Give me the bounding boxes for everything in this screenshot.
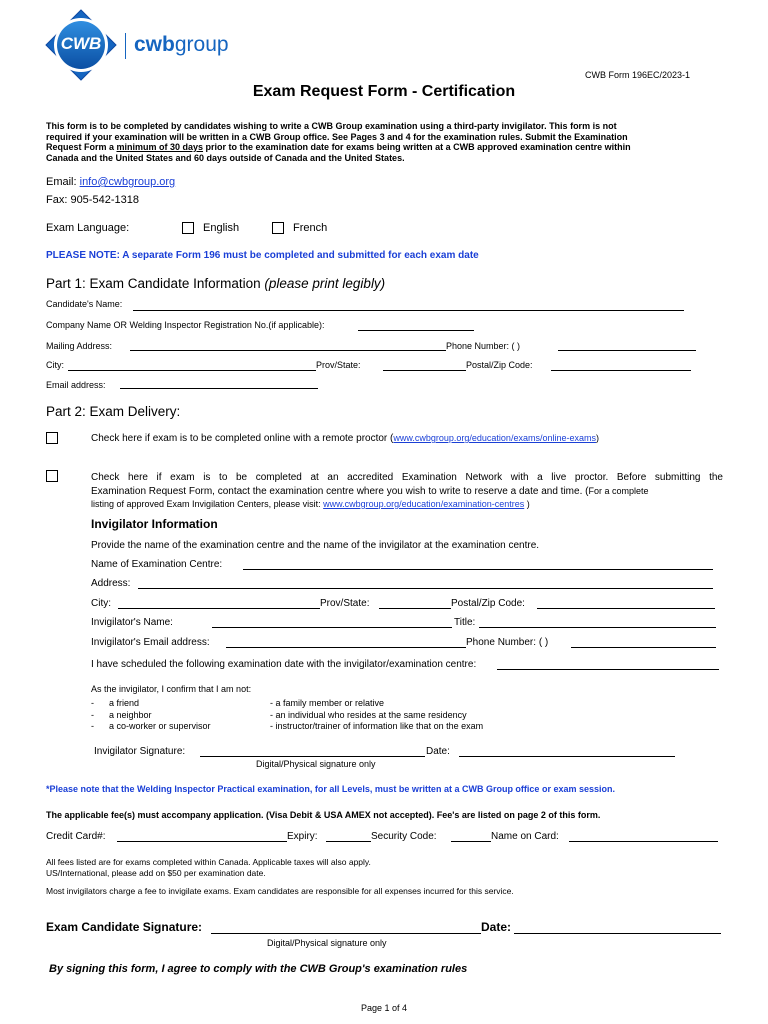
invigilator-email-label: Invigilator's Email address:	[91, 637, 210, 648]
invigilator-signature-label: Invigilator Signature:	[94, 746, 186, 757]
page-title: Exam Request Form - Certification	[252, 83, 516, 100]
scheduled-date-label: I have scheduled the following examination date with the invigilator/examination centre:	[91, 659, 477, 670]
online-proctor-text: Check here if exam is to be completed online with a remote proctor (www.cwbgroup.org/education/exams/online-exams)	[91, 433, 599, 444]
logo-divider	[125, 33, 126, 59]
french-label: French	[293, 222, 328, 234]
invigilator-signature-field[interactable]	[200, 756, 425, 757]
page-number: Page 1 of 4	[360, 1003, 408, 1013]
name-on-card-field[interactable]	[569, 841, 718, 842]
confirm-left-list	[91, 698, 211, 733]
invigilator-name-field[interactable]	[212, 627, 452, 628]
invigilator-heading: Invigilator Information	[91, 517, 218, 531]
expiry-field[interactable]	[326, 841, 371, 842]
company-field[interactable]	[358, 330, 474, 331]
name-on-card-label: Name on Card:	[491, 831, 559, 842]
phone-field[interactable]	[558, 350, 696, 351]
network-line-1: Check here if exam is to be completed at an accredited Examination Network with a live proctor. Before submitting the	[91, 472, 723, 483]
brand-rest: group	[174, 33, 229, 56]
security-code-field[interactable]	[451, 841, 491, 842]
fees-notes	[46, 857, 371, 878]
centre-postal-label: Postal/Zip Code:	[451, 598, 525, 609]
invigilator-phone-field[interactable]	[571, 647, 716, 648]
postal-field[interactable]	[551, 370, 691, 371]
online-exams-link[interactable]: www.cwbgroup.org/education/exams/online-exams	[393, 433, 596, 443]
candidate-sig-note: Digital/Physical signature only	[267, 938, 387, 948]
list-item: - a co-worker or supervisor	[91, 721, 211, 731]
exam-language-label: Exam Language:	[46, 222, 130, 234]
invigilator-date-field[interactable]	[459, 756, 675, 757]
english-checkbox[interactable]	[182, 222, 194, 234]
brand-bold: cwb	[134, 33, 175, 56]
candidate-name-field[interactable]	[133, 310, 684, 311]
invigilator-name-label: Invigilator's Name:	[91, 617, 173, 628]
exam-centre-field[interactable]	[243, 569, 713, 570]
french-checkbox[interactable]	[272, 222, 284, 234]
intro-line-3: Request Form a minimum of 30 days prior to the examination date for exams being written at a CWB approved examination centre within	[46, 142, 631, 152]
invigilator-title-label: Title:	[454, 617, 476, 628]
practical-note: *Please note that the Welding Inspector Practical examination, for all Levels, must be written at a CWB Group office or exam session.	[46, 784, 615, 794]
invigilator-date-label: Date:	[426, 746, 450, 757]
invigilator-provide-text: Provide the name of the examination centre and the name of the invigilator at the examination centre.	[91, 540, 540, 551]
prov-field[interactable]	[383, 370, 466, 371]
intro-line-1: This form is to be completed by candidates wishing to write a CWB Group examination using a third-party invigilator. This form is not	[46, 121, 617, 131]
fax-line: Fax: 905-542-1318	[46, 194, 139, 206]
company-label: Company Name OR Welding Inspector Registration No.(if applicable):	[46, 320, 325, 330]
email-line: Email: info@cwbgroup.org	[46, 176, 176, 188]
intro-paragraph	[46, 121, 631, 163]
candidate-name-label: Candidate's Name:	[46, 299, 123, 309]
exam-centre-label: Name of Examination Centre:	[91, 559, 223, 570]
brand-name	[134, 33, 229, 57]
network-line-2: Examination Request Form, contact the examination centre where you wish to write to reserve a date and time. (For a complete	[91, 485, 649, 497]
candidate-date-label: Date:	[481, 920, 512, 934]
invigilator-sig-note: Digital/Physical signature only	[256, 759, 376, 769]
network-proctor-checkbox[interactable]	[46, 470, 58, 482]
list-item: - a family member or relative	[270, 698, 385, 708]
centre-address-field[interactable]	[138, 588, 713, 589]
centre-city-label: City:	[91, 598, 111, 609]
email-link[interactable]: info@cwbgroup.org	[79, 176, 176, 188]
fees-note-3: Most invigilators charge a fee to invigilate exams. Exam candidates are responsible for all expenses incurred for this service.	[46, 886, 514, 896]
english-label: English	[203, 222, 240, 234]
part2-heading: Part 2: Exam Delivery:	[46, 404, 181, 419]
list-item: - an individual who resides at the same residency	[270, 709, 467, 720]
centre-prov-label: Prov/State:	[320, 598, 370, 609]
candidate-signature-field[interactable]	[211, 933, 481, 934]
invigilator-phone-label: Phone Number: ( )	[466, 637, 549, 648]
intro-line-2: required if your examination will be written in a CWB Group office. See Pages 3 and 4 for the examination rules. Submit the Examination	[46, 131, 628, 142]
invigilator-email-field[interactable]	[226, 647, 466, 648]
network-line-3: listing of approved Exam Invigilation Centers, please visit: www.cwbgroup.org/education/examination-centres )	[91, 499, 530, 509]
part1-heading: Part 1: Exam Candidate Information (please print legibly)	[46, 276, 386, 291]
city-label: City:	[46, 360, 64, 370]
centre-address-label: Address:	[91, 578, 131, 589]
fees-heading: The applicable fee(s) must accompany application. (Visa Debit & USA AMEX not accepted). Fee's are listed on page 2 of this form.	[46, 810, 601, 820]
phone-label: Phone Number: ( )	[446, 341, 521, 351]
mailing-field[interactable]	[130, 350, 446, 351]
scheduled-date-field[interactable]	[497, 669, 719, 670]
email-address-label: Email address:	[46, 380, 106, 390]
candidate-date-field[interactable]	[514, 933, 721, 934]
security-code-label: Security Code:	[371, 831, 437, 842]
examination-centres-link[interactable]: www.cwbgroup.org/education/examination-centres	[323, 499, 525, 509]
logo-badge-text: CWB	[60, 34, 102, 53]
please-note: PLEASE NOTE: A separate Form 196 must be completed and submitted for each exam date	[46, 250, 479, 261]
confirm-right-list	[270, 698, 483, 733]
email-address-field[interactable]	[120, 388, 318, 389]
centre-prov-field[interactable]	[379, 608, 451, 609]
list-item: - a neighbor	[91, 709, 152, 720]
credit-card-field[interactable]	[117, 841, 287, 842]
form-code: CWB Form 196EC/2023-1	[585, 70, 691, 80]
network-proctor-text	[91, 471, 723, 512]
list-item: - a friend	[91, 698, 140, 708]
fees-note-2: US/International, please add on $50 per examination date.	[46, 867, 266, 878]
agreement-text: By signing this form, I agree to comply with the CWB Group's examination rules	[49, 963, 468, 975]
candidate-signature-label: Exam Candidate Signature:	[46, 920, 203, 934]
fees-note-1: All fees listed are for exams completed within Canada. Applicable taxes will also apply.	[46, 857, 371, 867]
list-item: - instructor/trainer of information like that on the exam	[270, 721, 484, 731]
credit-card-label: Credit Card#:	[46, 831, 106, 842]
postal-label: Postal/Zip Code:	[466, 360, 533, 370]
mailing-label: Mailing Address:	[46, 341, 113, 351]
city-field[interactable]	[68, 370, 316, 371]
invigilator-title-field[interactable]	[479, 627, 716, 628]
centre-postal-field[interactable]	[537, 608, 715, 609]
expiry-label: Expiry:	[287, 831, 318, 842]
centre-city-field[interactable]	[118, 608, 320, 609]
confirm-label: As the invigilator, I confirm that I am not:	[91, 684, 252, 694]
online-proctor-checkbox[interactable]	[46, 432, 58, 444]
prov-label: Prov/State:	[316, 360, 361, 370]
cwb-logo	[44, 8, 118, 82]
intro-line-4: Canada and the United States and 60 days outside of Canada and the United States.	[46, 152, 405, 163]
